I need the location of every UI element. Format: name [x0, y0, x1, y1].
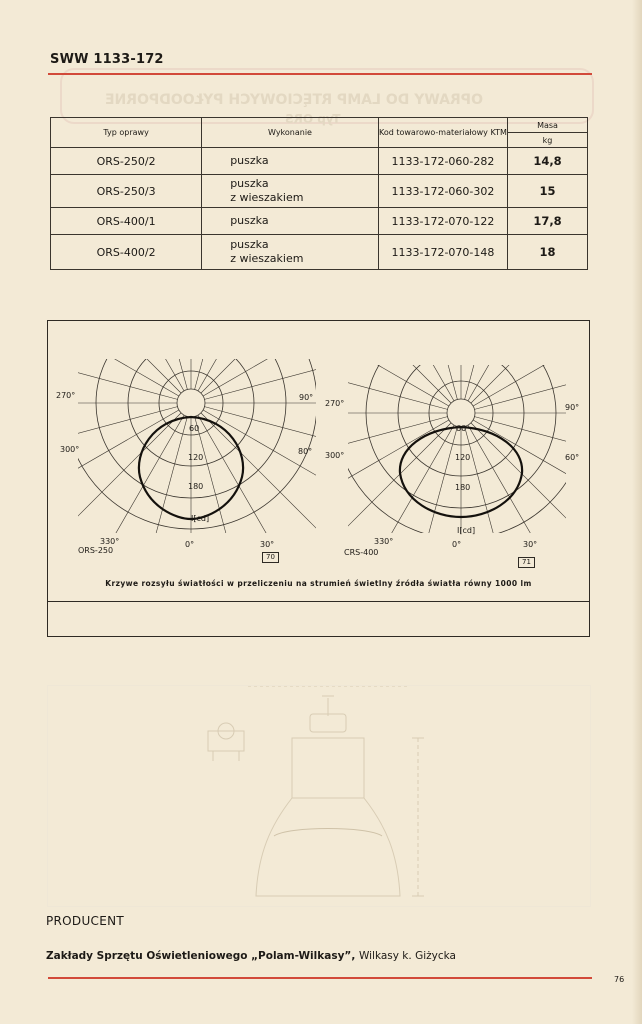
d1-angle-300: 300°: [60, 445, 80, 454]
cell-masa: 17,8: [508, 208, 588, 235]
d2-ring-60: 60: [456, 424, 467, 433]
cell-kod: 1133-172-070-148: [378, 235, 507, 270]
producer-location: Wilkasy k. Giżycka: [358, 950, 456, 962]
d1-angle-30: 30°: [260, 540, 275, 549]
d2-spoke: [253, 420, 449, 533]
d1-spoke: [201, 413, 361, 573]
diagram-caption: Krzywe rozsyłu światłości w przeliczeniu na strumień świetlny źródła światła równy 1000 lm: [105, 579, 532, 588]
ghost-subtitle: Typ ORS: [285, 112, 341, 126]
cell-wykonanie: [202, 175, 379, 208]
d2-spoke: [473, 420, 589, 533]
d1-tag: 70: [262, 552, 279, 563]
d1-spoke: [48, 321, 179, 396]
d1-ring-180: 180: [188, 482, 204, 491]
d2-spoke: [473, 321, 589, 406]
d1-angle-330: 330°: [100, 537, 120, 546]
d1-spoke: [203, 410, 399, 523]
cell-typ: ORS-250/2: [51, 148, 202, 175]
header-typ: Typ oprawy: [51, 118, 202, 148]
cell-wykonanie-line2: z wieszakiem: [230, 191, 304, 204]
drawing-top-cap: [310, 714, 346, 732]
d1-spoke: [195, 321, 253, 389]
cell-masa: 18: [508, 235, 588, 270]
d1-spoke: [205, 341, 423, 399]
d1-spoke: [198, 321, 311, 391]
cell-wykonanie-line1: puszka: [230, 177, 269, 190]
d2-type: CRS-400: [344, 548, 379, 557]
d1-angle-270: 270°: [56, 391, 76, 400]
polar-diagrams: [48, 321, 589, 579]
table-header-row: [51, 118, 588, 133]
d2-spoke: [465, 321, 523, 399]
d1-ring-0: [177, 389, 205, 417]
table-row: [51, 235, 588, 270]
d1-type: ORS-250: [78, 546, 114, 555]
cell-typ: ORS-400/2: [51, 235, 202, 270]
d1-unit: I[cd]: [191, 514, 210, 523]
cell-typ: ORS-250/3: [51, 175, 202, 208]
d1-spoke: [203, 321, 399, 396]
d1-angle-0: 0°: [185, 540, 195, 549]
table-row: [51, 148, 588, 175]
specification-table: [50, 117, 588, 270]
d2-ring-0: [447, 399, 475, 427]
cell-wykonanie-line2: z wieszakiem: [230, 252, 304, 265]
cell-kod: 1133-172-070-122: [378, 208, 507, 235]
cell-wykonanie-line1: puszka: [230, 238, 269, 251]
page-number: 76: [614, 975, 625, 984]
d2-tag: 71: [518, 557, 535, 568]
light-distribution-panel: [47, 320, 590, 637]
producer-heading: PRODUCENT: [46, 914, 125, 928]
drawing-side-box: [208, 731, 244, 751]
cell-wykonanie: [202, 235, 379, 270]
d1-ring-60: 60: [189, 424, 200, 433]
d2-spoke: [253, 321, 449, 406]
d2-ring-120: 120: [455, 453, 471, 462]
header-masa: Masa: [508, 118, 588, 133]
d2-angle-60: 60°: [565, 453, 580, 462]
header-wykonanie: Wykonanie: [202, 118, 379, 148]
document-id: SWW 1133-172: [50, 52, 164, 67]
table-row: [51, 175, 588, 208]
header-masa-unit: kg: [508, 133, 588, 148]
bottom-red-rule: [48, 977, 592, 979]
d2-ring-180: 180: [455, 483, 471, 492]
diagram-divider: [48, 601, 589, 602]
d1-angle-80: 80°: [298, 447, 313, 456]
cell-wykonanie-line1: puszka: [230, 214, 269, 227]
d1-angle-90: 90°: [299, 393, 314, 402]
d2-spoke: [471, 423, 589, 579]
d2-angle-300: 300°: [325, 451, 345, 460]
top-red-rule: [48, 73, 592, 75]
d1-spoke: [195, 417, 253, 579]
d2-spoke: [291, 321, 451, 403]
d2-spoke: [471, 321, 589, 403]
d2-spoke: [475, 351, 589, 409]
d1-spoke: [129, 321, 187, 389]
cell-wykonanie: [202, 208, 379, 235]
producer-company: Zakłady Sprzętu Oświetleniowego „Polam-Wilkasy”,: [46, 950, 356, 962]
luminaire-drawing: [48, 686, 590, 906]
d2-angle-330: 330°: [374, 537, 394, 546]
cell-kod: 1133-172-060-282: [378, 148, 507, 175]
d1-spoke: [201, 321, 361, 393]
d1-spoke: [205, 407, 423, 465]
header-kod: Kod towarowo-materiałowy KTM: [378, 118, 507, 148]
luminaire-drawing-frame: [47, 685, 591, 907]
d1-spoke: [129, 417, 187, 579]
d1-spoke: [71, 321, 184, 391]
ghost-title: OPRAWY DO LAMP RTĘCIOWYCH PYŁOODPORNE: [105, 92, 483, 108]
cell-masa: 15: [508, 175, 588, 208]
cell-masa: 14,8: [508, 148, 588, 175]
d2-angle-0: 0°: [452, 540, 462, 549]
drawing-housing: [292, 738, 364, 798]
d2-angle-90: 90°: [565, 403, 580, 412]
d2-angle-30: 30°: [523, 540, 538, 549]
page-edge: [632, 0, 642, 1024]
d2-spoke: [399, 321, 457, 399]
producer-name: [46, 950, 456, 962]
d2-angle-270: 270°: [325, 399, 345, 408]
cell-wykonanie: [202, 148, 379, 175]
cell-typ: ORS-400/1: [51, 208, 202, 235]
cell-kod: 1133-172-060-302: [378, 175, 507, 208]
cell-wykonanie-line1: puszka: [230, 154, 269, 167]
d2-unit: I[cd]: [457, 526, 476, 535]
d1-ring-120: 120: [188, 453, 204, 462]
table-row: [51, 208, 588, 235]
drawing-reflector: [256, 798, 400, 896]
